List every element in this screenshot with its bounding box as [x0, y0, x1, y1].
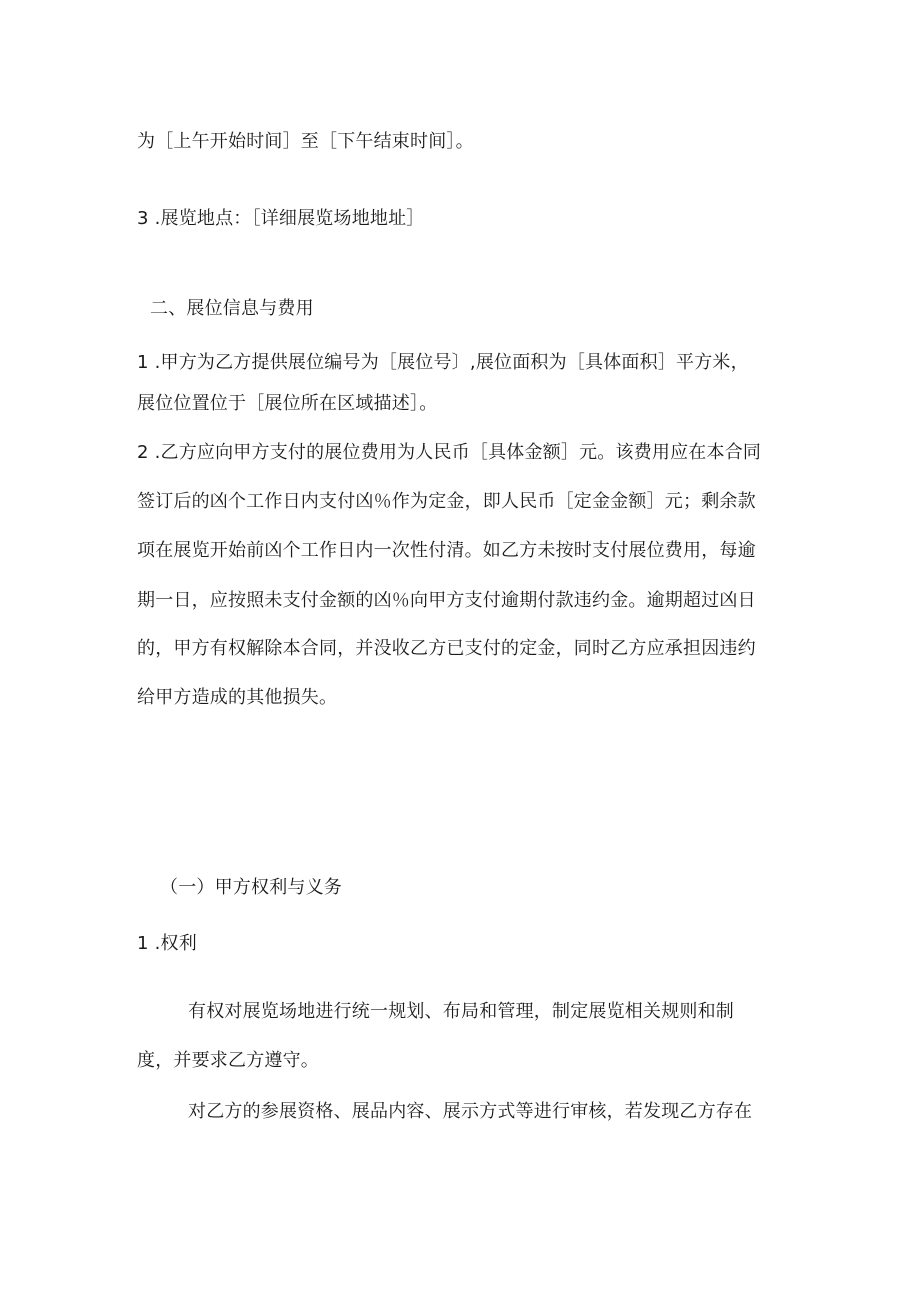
paragraph-fee-line-1: 2 .乙方应向甲方支付的展位费用为人民币［具体金额］元。该费用应在本合同 — [137, 442, 762, 463]
paragraph-booth-number-line-1: 1 .甲方为乙方提供展位编号为［展位号〕,展位面积为［具体面积］平方米， — [137, 352, 749, 373]
paragraph-fee-line-4: 期一日，应按照未支付金额的凶％向甲方支付逾期付款违约金。逾期超过凶日 — [137, 590, 756, 611]
subsection-heading-party-a: （一）甲方权利与义务 — [160, 877, 342, 898]
paragraph-booth-number-line-2: 展位位置位于［展位所在区域描述］。 — [137, 393, 438, 414]
exhibition-time-line: 为［上午开始时间］至［下午结束时间］。 — [137, 131, 474, 152]
rights-heading: 1 .权利 — [137, 933, 197, 954]
rights-paragraph-1-line-2: 度，并要求乙方遵守。 — [137, 1050, 319, 1071]
paragraph-fee-line-5: 的，甲方有权解除本合同，并没收乙方已支付的定金，同时乙方应承担因违约 — [137, 638, 756, 659]
paragraph-fee-line-3: 项在展览开始前凶个工作日内一次性付清。如乙方未按时支付展位费用，每逾 — [137, 540, 756, 561]
exhibition-location-line: 3 .展览地点：［详细展览场地地址］ — [137, 208, 425, 229]
paragraph-fee-line-2: 签订后的凶个工作日内支付凶％作为定金，即人民币［定金金额］元；剩余款 — [137, 491, 756, 512]
section-heading-booth-info: 二、展位信息与费用 — [150, 298, 314, 319]
rights-paragraph-1-line-1: 有权对展览场地进行统一规划、布局和管理，制定展览相关规则和制 — [188, 1001, 734, 1022]
paragraph-fee-line-6: 给甲方造成的其他损失。 — [137, 687, 338, 708]
rights-paragraph-2-line-1: 对乙方的参展资格、展品内容、展示方式等进行审核，若发现乙方存在 — [188, 1101, 753, 1122]
